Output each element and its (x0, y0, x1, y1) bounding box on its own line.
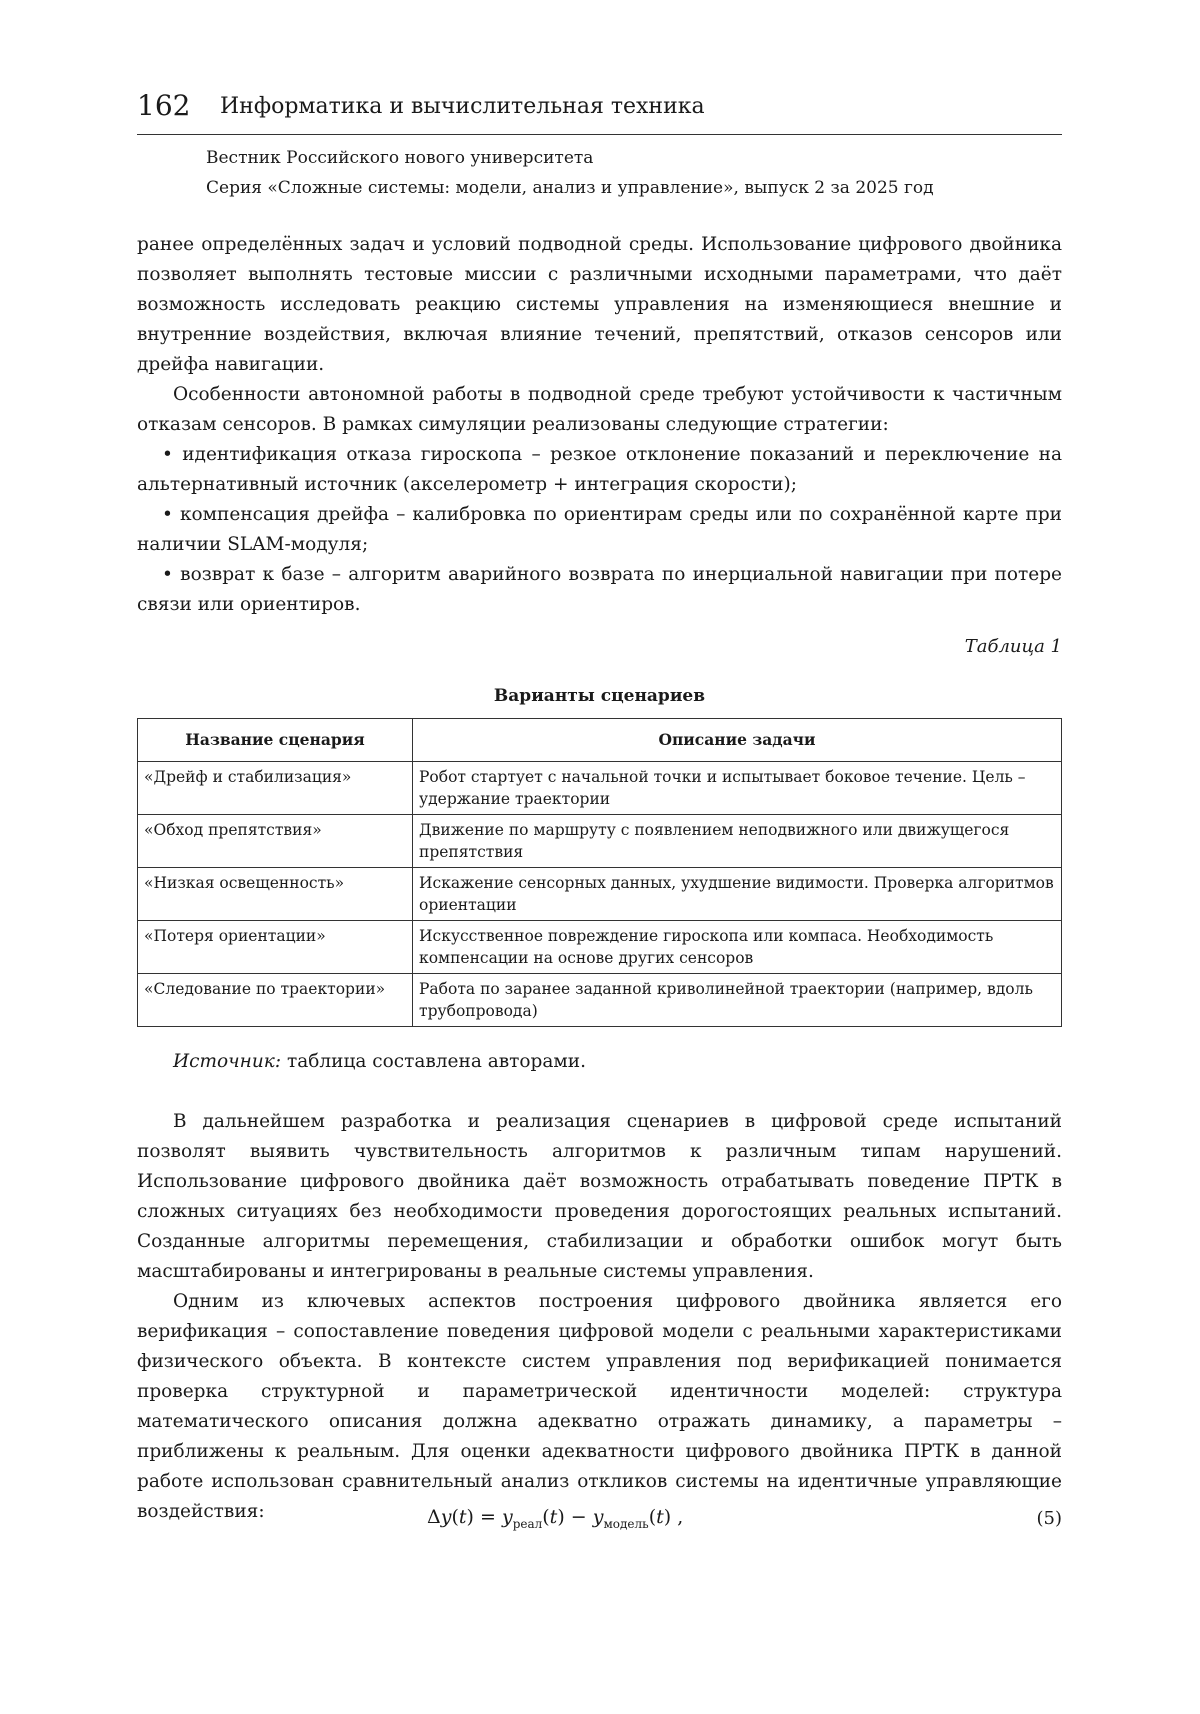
running-head (137, 88, 1062, 135)
scenario-description: Искажение сенсорных данных, ухудшение видимости. Проверка алгоритмов ориентации (413, 868, 1062, 921)
scenario-description: Работа по заранее заданной криволинейной траектории (например, вдоль трубопровода) (413, 974, 1062, 1027)
column-header: Описание задачи (413, 719, 1062, 762)
table-row (138, 921, 1062, 974)
scenario-name: «Обход препятствия» (138, 815, 413, 868)
scenario-description: Робот стартует с начальной точки и испытывает боковое течение. Цель – удержание траектории (413, 762, 1062, 815)
body-text-top (137, 230, 1062, 620)
section-title: Информатика и вычислительная техника (220, 94, 705, 119)
journal-info (206, 143, 934, 203)
scenario-description: Искусственное повреждение гироскопа или компаса. Необходимость компенсации на основе других сенсоров (413, 921, 1062, 974)
journal-series: Серия «Сложные системы: модели, анализ и управление», выпуск 2 за 2025 год (206, 178, 934, 198)
scenarios-table (137, 718, 1062, 1027)
source-text: таблица составлена авторами. (281, 1051, 587, 1072)
paragraph: ранее определённых задач и условий подводной среды. Использование цифрового двойника позволяет выполнять тестовые миссии с различными исходными параметрами, что даёт возможность исследовать реакцию системы управления на изменяющиеся внешние и внутренние воздействия, включая влияние течений, препятствий, отказов сенсоров или дрейфа навигации. (137, 234, 1062, 375)
scenario-name: «Низкая освещенность» (138, 868, 413, 921)
table-row (138, 868, 1062, 921)
formula-expression: $\Delta y(t) = y_{реал}(t) - y_{модель}(t)$ , (427, 1506, 684, 1531)
paragraph: Одним из ключевых аспектов построения цифрового двойника является его верификация – сопоставление поведения цифровой модели с реальными характеристиками физического объекта. В контексте систем управления под верификацией понимается проверка структурной и параметрической идентичности моделей: структура математического описания должна адекватно отражать динамику, а параметры – приближены к реальным. Для оценки адекватности цифрового двойника ПРТК в данной работе использован сравнительный анализ откликов системы на идентичные управляющие воздействия: (137, 1291, 1062, 1522)
scenario-name: «Следование по траектории» (138, 974, 413, 1027)
table-header-row (138, 719, 1062, 762)
formula-5 (137, 1502, 1062, 1542)
table-title: Варианты сценариев (493, 686, 706, 706)
bullet-item: • идентификация отказа гироскопа – резкое отклонение показаний и переключение на альтернативный источник (акселерометр + интеграция скорости); (137, 444, 1062, 495)
scenario-name: «Дрейф и стабилизация» (138, 762, 413, 815)
table-label: Таблица 1 (964, 636, 1062, 657)
column-header: Название сценария (138, 719, 413, 762)
table-row (138, 762, 1062, 815)
source-label: Источник: (173, 1051, 282, 1072)
paragraph: Особенности автономной работы в подводной среде требуют устойчивости к частичным отказам сенсоров. В рамках симуляции реализованы следующие стратегии: (137, 384, 1062, 435)
journal-name: Вестник Российского нового университета (206, 148, 594, 168)
formula-number: (5) (1036, 1508, 1062, 1529)
scenario-description: Движение по маршруту с появлением неподвижного или движущегося препятствия (413, 815, 1062, 868)
body-text-bottom (137, 1107, 1062, 1527)
table-source (173, 1047, 586, 1077)
table-row (138, 815, 1062, 868)
bullet-item: • компенсация дрейфа – калибровка по ориентирам среды или по сохранённой карте при наличии SLAM-модуля; (137, 504, 1062, 555)
table-row (138, 974, 1062, 1027)
scenario-name: «Потеря ориентации» (138, 921, 413, 974)
paragraph: В дальнейшем разработка и реализация сценариев в цифровой среде испытаний позволят выявить чувствительность алгоритмов к различным типам нарушений. Использование цифрового двойника даёт возможность отрабатывать поведение ПРТК в сложных ситуациях без необходимости проведения дорогостоящих реальных испытаний. Созданные алгоритмы перемещения, стабилизации и обработки ошибок могут быть масштабированы и интегрированы в реальные системы управления. (137, 1111, 1062, 1282)
bullet-item: • возврат к базе – алгоритм аварийного возврата по инерциальной навигации при потере связи или ориентиров. (137, 564, 1062, 615)
page-number: 162 (137, 89, 191, 122)
